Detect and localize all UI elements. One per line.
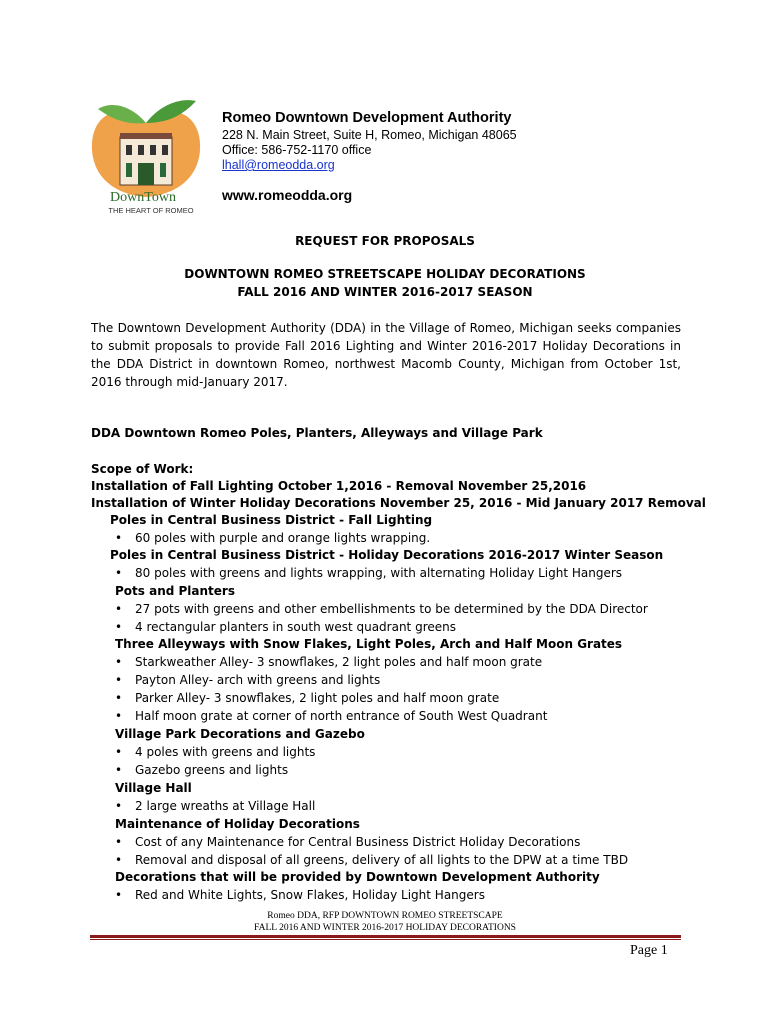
list-item: • Cost of any Maintenance for Central Business District Holiday Decorations [115, 835, 581, 849]
subheading-pots: Pots and Planters [115, 584, 235, 598]
footer-rule-thin [90, 939, 681, 940]
list-item: • 27 pots with greens and other embellishments to be determined by the DDA Director [115, 602, 648, 616]
scope-winter-dates: Installation of Winter Holiday Decorations November 25, 2016 - Mid January 2017 Removal [91, 496, 706, 510]
rfp-subtitle-1: DOWNTOWN ROMEO STREETSCAPE HOLIDAY DECORATIONS [184, 267, 586, 281]
bullet-icon: • [115, 709, 123, 723]
footer-line-2: FALL 2016 AND WINTER 2016-2017 HOLIDAY DECORATIONS [254, 923, 516, 933]
intro-paragraph: The Downtown Development Authority (DDA) in the Village of Romeo, Michigan seeks companies to submit proposals to provide Fall 2016 Lighting and Winter 2016-2017 Holiday Decorations in the DDA District in downtown Romeo, northwest Macomb County, Michigan from October 1st, 2016 through mid-January 2017. [91, 321, 681, 389]
footer-line-1: Romeo DDA, RFP DOWNTOWN ROMEO STREETSCAPE [267, 911, 503, 921]
list-item: • Parker Alley- 3 snowflakes, 2 light poles and half moon grate [115, 691, 500, 705]
bullet-icon: • [115, 853, 123, 867]
footer-rule [90, 935, 681, 938]
subheading-provided: Decorations that will be provided by Downtown Development Authority [115, 870, 600, 884]
subheading-poles-holiday: Poles in Central Business District - Holiday Decorations 2016-2017 Winter Season [110, 548, 664, 562]
list-item: • 2 large wreaths at Village Hall [115, 799, 316, 813]
section-heading: DDA Downtown Romeo Poles, Planters, Alleyways and Village Park [91, 426, 543, 440]
bullet-icon: • [115, 620, 123, 634]
org-website[interactable]: www.romeodda.org [222, 187, 353, 203]
subheading-poles-fall: Poles in Central Business District - Fall Lighting [110, 513, 433, 527]
list-item: • Half moon grate at corner of north entrance of South West Quadrant [115, 709, 548, 723]
subheading-park: Village Park Decorations and Gazebo [115, 727, 365, 741]
bullet-icon: • [115, 531, 123, 545]
scope-heading: Scope of Work: [91, 462, 194, 476]
bullet-icon: • [115, 835, 123, 849]
page-number: Page 1 [630, 943, 668, 958]
logo-tagline: THE HEART OF ROMEO [108, 206, 194, 215]
org-email-link[interactable]: lhall@romeodda.org [222, 158, 335, 172]
list-item: • Starkweather Alley- 3 snowflakes, 2 light poles and half moon grate [115, 655, 543, 669]
rfp-title: REQUEST FOR PROPOSALS [295, 234, 475, 248]
bullet-icon: • [115, 888, 123, 902]
bullet-icon: • [115, 691, 123, 705]
org-address: 228 N. Main Street, Suite H, Romeo, Michigan 48065 [222, 128, 517, 142]
bullet-icon: • [115, 763, 123, 777]
org-phone: Office: 586-752-1170 office [222, 143, 372, 157]
subheading-hall: Village Hall [115, 781, 192, 795]
bullet-icon: • [115, 655, 123, 669]
bullet-icon: • [115, 799, 123, 813]
list-item: • Removal and disposal of all greens, delivery of all lights to the DPW at a time TBD [115, 853, 629, 867]
org-name: Romeo Downtown Development Authority [222, 110, 512, 126]
bullet-icon: • [115, 566, 123, 580]
bullet-icon: • [115, 673, 123, 687]
list-item: • Payton Alley- arch with greens and lights [115, 673, 381, 687]
list-item: • 4 poles with greens and lights [115, 745, 316, 759]
list-item: • Gazebo greens and lights [115, 763, 289, 777]
subheading-alleys: Three Alleyways with Snow Flakes, Light Poles, Arch and Half Moon Grates [115, 637, 623, 651]
bullet-icon: • [115, 745, 123, 759]
scope-fall-dates: Installation of Fall Lighting October 1,2016 - Removal November 25,2016 [91, 479, 587, 493]
rfp-subtitle-2: FALL 2016 AND WINTER 2016-2017 SEASON [237, 285, 533, 299]
list-item: • 4 rectangular planters in south west quadrant greens [115, 620, 456, 634]
subheading-maintenance: Maintenance of Holiday Decorations [115, 817, 360, 831]
bullet-icon: • [115, 602, 123, 616]
list-item: • 80 poles with greens and lights wrapping, with alternating Holiday Light Hangers [115, 566, 623, 580]
list-item: • Red and White Lights, Snow Flakes, Holiday Light Hangers [115, 888, 485, 902]
list-item: • 60 poles with purple and orange lights wrapping. [115, 531, 431, 545]
logo-wordmark: DownTown [110, 190, 176, 205]
